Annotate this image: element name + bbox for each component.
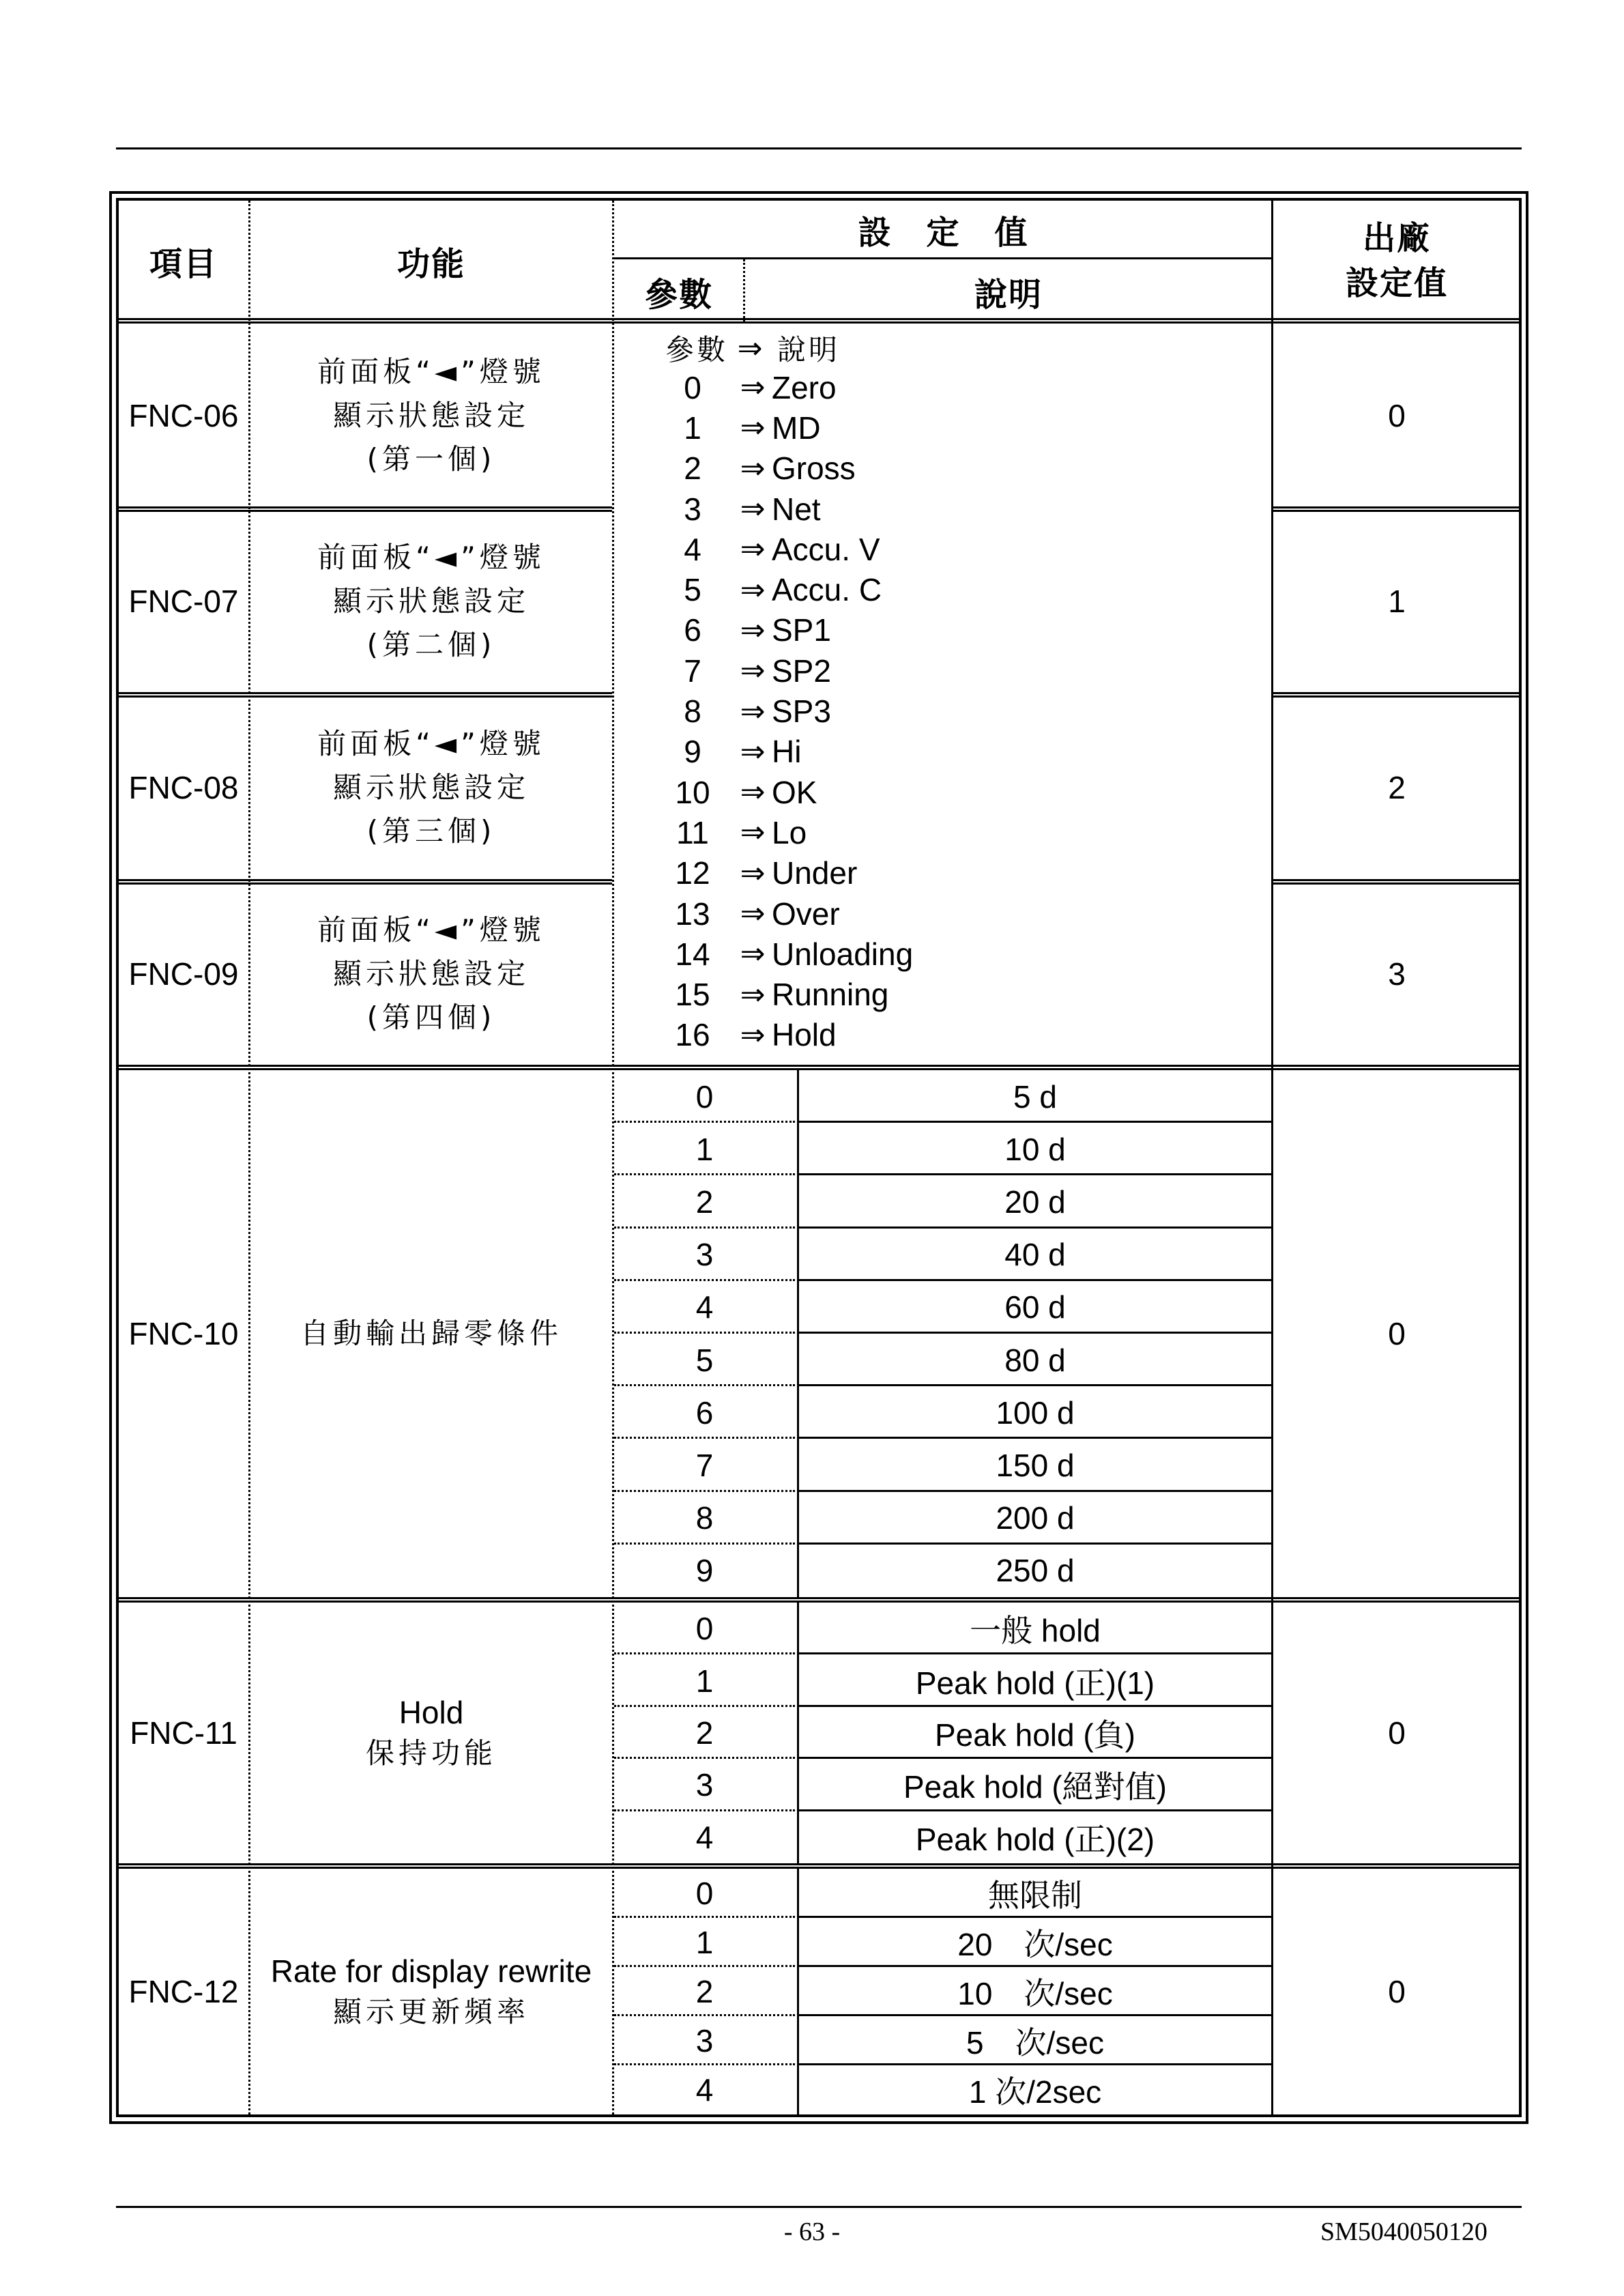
fnc12-function-en: Rate for display rewrite: [270, 1953, 592, 1989]
fnc11-option-param: 1: [695, 1663, 714, 1699]
fnc10-option-desc: 10 d: [1004, 1131, 1066, 1167]
fnc10-option-param: 2: [695, 1183, 714, 1220]
option-desc: Running: [772, 977, 889, 1013]
arrow-icon: ⇒: [740, 450, 766, 486]
fnc11-row-divider: [797, 1757, 1271, 1759]
arrow-icon: ⇒: [740, 612, 766, 648]
arrow-icon: ⇒: [740, 855, 766, 891]
fnc10-row-divider: [797, 1121, 1271, 1123]
fnc10-option-param: 9: [695, 1553, 714, 1589]
header-setting-divider: [613, 257, 1273, 259]
arrow-icon: ⇒: [740, 410, 766, 446]
fnc10-default: 0: [1388, 1316, 1406, 1351]
fnc06-bottom-rule-a: [119, 506, 612, 512]
footer-rule: [116, 2206, 1522, 2208]
option-param: 16: [675, 1017, 710, 1053]
fnc12-code: FNC-12: [128, 1974, 239, 2009]
fnc11-function-en: Hold: [398, 1695, 464, 1730]
list-item: [652, 569, 1266, 609]
header-factory-default: [1275, 201, 1519, 321]
arrow-icon: ⇒: [740, 491, 766, 527]
fnc10-row-divider: [614, 1437, 795, 1439]
fnc12-row-divider: [797, 2014, 1271, 2016]
arrow-icon: ⇒: [740, 572, 766, 607]
fnc10-option-param: 3: [695, 1237, 714, 1273]
list-item: [652, 934, 1266, 974]
fnc07-bottom-rule-b: [1273, 692, 1519, 698]
option-desc: SP3: [772, 693, 831, 730]
fnc11-row-divider: [614, 1757, 795, 1759]
arrow-icon: ⇒: [737, 330, 766, 366]
fnc12-param-divider: [797, 1869, 799, 2114]
fnc11-code: FNC-11: [130, 1715, 237, 1751]
fnc10-option-desc: 150 d: [996, 1447, 1075, 1483]
list-item: [652, 407, 1266, 448]
arrow-icon: ⇒: [740, 532, 766, 567]
list-item: [652, 489, 1266, 529]
fnc10-row-divider: [797, 1437, 1271, 1439]
led-options-list: [652, 329, 1266, 1055]
page-number: - 63 -: [783, 2218, 841, 2246]
header-factory-line1: 出廠: [1362, 219, 1431, 257]
option-param: 10: [675, 774, 710, 810]
fnc07-function-line1: 前面板“◄”燈號: [317, 541, 545, 574]
fnc09-code: FNC-09: [128, 956, 239, 992]
option-param: 14: [675, 936, 710, 972]
fnc11-option-desc: Peak hold (正)(1): [915, 1665, 1155, 1701]
option-param: 5: [684, 572, 701, 608]
fnc10-param-divider: [797, 1070, 799, 1597]
option-desc: Unloading: [772, 936, 914, 972]
list-item: [652, 448, 1266, 489]
list-item: [652, 1015, 1266, 1055]
fnc07-function: [250, 512, 612, 691]
list-item: [652, 650, 1266, 691]
fnc09-function-line3: (第四個): [366, 1001, 496, 1034]
fnc08-bottom-rule-b: [1273, 879, 1519, 885]
fnc06-function-line2: 顯示狀態設定: [332, 399, 530, 432]
option-param: 3: [684, 491, 701, 527]
fnc11-row-divider: [797, 1652, 1271, 1654]
option-param: 9: [684, 734, 701, 770]
fnc11-option-desc: Peak hold (負): [934, 1717, 1135, 1753]
fnc10-function: 自動輸出歸零條件: [300, 1317, 562, 1350]
led-options-header: [652, 329, 1266, 367]
option-desc: SP2: [772, 652, 831, 689]
arrow-icon: ⇒: [740, 815, 766, 850]
arrow-icon: ⇒: [740, 896, 766, 931]
fnc12-option-desc: 5 次/sec: [966, 2025, 1104, 2061]
arrow-icon: ⇒: [740, 734, 766, 769]
document-code: SM5040050120: [1320, 2218, 1488, 2246]
arrow-icon: ⇒: [740, 977, 766, 1012]
fnc12-option-param: 2: [695, 1974, 714, 2009]
fnc10-row-divider: [614, 1279, 795, 1281]
option-desc: Accu. V: [772, 531, 880, 567]
fnc10-row-divider: [614, 1384, 795, 1386]
fnc11-option-param: 4: [695, 1819, 714, 1855]
fnc12-option-param: 1: [695, 1925, 714, 1960]
fnc10-option-param: 6: [695, 1394, 714, 1431]
fnc10-option-desc: 80 d: [1004, 1342, 1066, 1378]
fnc11-option-desc: 一般 hold: [970, 1613, 1101, 1649]
fnc09-function-line2: 顯示狀態設定: [332, 957, 530, 990]
fnc12-option-desc: 無限制: [988, 1878, 1082, 1913]
fnc11-option-param: 3: [695, 1767, 714, 1803]
fnc12-function: [250, 1869, 612, 2114]
fnc10-option-param: 8: [695, 1500, 714, 1536]
fnc12-function-zh: 顯示更新頻率: [332, 1995, 530, 2028]
header-function: 功能: [396, 244, 465, 283]
fnc10-bottom-rule: [119, 1597, 1519, 1603]
option-param: 8: [684, 693, 701, 730]
fnc10-option-param: 1: [695, 1131, 714, 1167]
fnc08-function-line2: 顯示狀態設定: [332, 771, 530, 804]
fnc11-param-divider: [797, 1603, 799, 1863]
fnc11-default: 0: [1388, 1715, 1406, 1751]
fnc08-code: FNC-08: [128, 770, 239, 805]
fnc10-option-param: 7: [695, 1447, 714, 1483]
fnc08-bottom-rule-a: [119, 879, 612, 885]
fnc09-default: 3: [1388, 956, 1406, 992]
fnc12-row-divider: [797, 1916, 1271, 1918]
option-param: 1: [684, 410, 701, 446]
fnc08-function-line1: 前面板“◄”燈號: [317, 727, 545, 760]
fnc10-row-divider: [614, 1121, 795, 1123]
header-rule: [116, 147, 1522, 149]
fnc06-bottom-rule-b: [1273, 506, 1519, 512]
list-item: [652, 853, 1266, 893]
list-item: [652, 529, 1266, 569]
header-setting: 設 定 值: [858, 214, 1029, 252]
fnc07-code: FNC-07: [128, 584, 239, 619]
fnc10-option-desc: 20 d: [1004, 1183, 1066, 1220]
fnc06-function: [250, 324, 612, 508]
fnc06-default: 0: [1388, 398, 1406, 433]
arrow-icon: ⇒: [740, 370, 766, 405]
fnc12-option-param: 3: [695, 2023, 714, 2058]
fnc10-option-desc: 250 d: [996, 1553, 1075, 1589]
option-param: 2: [684, 450, 701, 487]
fnc08-default: 2: [1388, 770, 1406, 805]
fnc10-row-divider: [797, 1542, 1271, 1545]
option-desc: Lo: [772, 814, 807, 850]
fnc11-bottom-rule: [119, 1863, 1519, 1869]
led-options-header-desc: 說明: [777, 333, 841, 367]
list-item: [652, 772, 1266, 812]
fnc08-function: [250, 698, 612, 878]
fnc10-option-desc: 60 d: [1004, 1289, 1066, 1325]
fnc10-row-divider: [797, 1332, 1271, 1334]
fnc10-row-divider: [614, 1490, 795, 1492]
list-item: [652, 367, 1266, 407]
fnc07-default: 1: [1388, 584, 1406, 619]
option-desc: Over: [772, 895, 840, 932]
list-item: [652, 691, 1266, 731]
fnc11-row-divider: [614, 1705, 795, 1707]
arrow-icon: ⇒: [740, 936, 766, 972]
fnc12-option-param: 0: [695, 1876, 714, 1911]
fnc10-option-desc: 100 d: [996, 1394, 1075, 1431]
option-param: 6: [684, 612, 701, 648]
header-bottom-rule: [119, 318, 1519, 324]
option-desc: Gross: [772, 450, 856, 487]
col-line-setting: [1271, 201, 1273, 2114]
option-desc: SP1: [772, 612, 831, 648]
option-desc: OK: [772, 774, 817, 810]
fnc08-function-line3: (第三個): [366, 814, 496, 848]
list-item: [652, 893, 1266, 934]
header-param-divider: [743, 259, 745, 322]
fnc11-row-divider: [797, 1809, 1271, 1811]
option-desc: Under: [772, 855, 858, 891]
fnc11-option-desc: Peak hold (絕對值): [903, 1769, 1167, 1805]
fnc09-function-line1: 前面板“◄”燈號: [317, 913, 545, 947]
header-param: 參數: [644, 275, 713, 314]
option-param: 4: [684, 531, 701, 567]
option-desc: Hi: [772, 734, 802, 770]
fnc10-row-divider: [797, 1226, 1271, 1229]
fnc11-function-zh: 保持功能: [365, 1736, 497, 1770]
fnc11-row-divider: [614, 1652, 795, 1654]
fnc12-default: 0: [1388, 1974, 1406, 2009]
fnc07-bottom-rule-a: [119, 692, 612, 698]
option-desc: Zero: [772, 369, 837, 405]
list-item: [652, 974, 1266, 1014]
fnc10-code: FNC-10: [128, 1316, 239, 1351]
fnc10-row-divider: [797, 1279, 1271, 1281]
option-desc: Hold: [772, 1017, 837, 1053]
fnc10-option-param: 4: [695, 1289, 714, 1325]
fnc10-row-divider: [614, 1226, 795, 1229]
fnc11-option-desc: Peak hold (正)(2): [915, 1821, 1155, 1857]
option-param: 0: [684, 369, 701, 405]
fnc12-row-divider: [614, 1965, 795, 1967]
fnc12-row-divider: [614, 2063, 795, 2065]
fnc12-row-divider: [797, 1965, 1271, 1967]
fnc10-row-divider: [614, 1542, 795, 1545]
fnc12-option-desc: 10 次/sec: [957, 1976, 1113, 2011]
fnc12-option-desc: 20 次/sec: [957, 1927, 1113, 1962]
option-desc: Accu. C: [772, 572, 882, 608]
arrow-icon: ⇒: [740, 653, 766, 689]
fnc11-function: [250, 1603, 612, 1863]
fnc06-function-line1: 前面板“◄”燈號: [317, 355, 545, 388]
option-param: 11: [676, 814, 709, 850]
fnc11-option-param: 2: [695, 1714, 714, 1751]
fnc10-row-divider: [614, 1332, 795, 1334]
list-item: [652, 732, 1266, 772]
fnc11-row-divider: [797, 1705, 1271, 1707]
arrow-icon: ⇒: [740, 1017, 766, 1052]
fnc09-bottom-rule: [119, 1065, 1519, 1070]
header-factory-line2: 設定值: [1345, 264, 1448, 302]
fnc10-option-param: 0: [695, 1078, 714, 1115]
fnc10-row-divider: [797, 1384, 1271, 1386]
fnc10-row-divider: [797, 1490, 1271, 1492]
fnc12-row-divider: [797, 2063, 1271, 2065]
option-param: 7: [684, 652, 701, 689]
fnc11-option-param: 0: [695, 1611, 714, 1647]
list-item: [652, 610, 1266, 650]
fnc07-function-line3: (第二個): [366, 628, 496, 661]
fnc12-option-desc: 1 次/2sec: [968, 2074, 1102, 2110]
fnc12-row-divider: [614, 2014, 795, 2016]
fnc10-option-desc: 200 d: [996, 1500, 1075, 1536]
fnc06-function-line3: (第一個): [366, 442, 496, 476]
arrow-icon: ⇒: [740, 693, 766, 729]
fnc07-function-line2: 顯示狀態設定: [332, 584, 530, 618]
fnc11-row-divider: [614, 1809, 795, 1811]
list-item: [652, 812, 1266, 852]
fnc12-option-param: 4: [695, 2072, 714, 2108]
fnc10-option-desc: 5 d: [1013, 1078, 1057, 1115]
fnc10-option-desc: 40 d: [1004, 1237, 1066, 1273]
fnc12-row-divider: [614, 1916, 795, 1918]
fnc09-function: [250, 885, 612, 1063]
option-param: 12: [675, 855, 710, 891]
fnc06-code: FNC-06: [128, 398, 239, 433]
arrow-icon: ⇒: [740, 775, 766, 810]
led-options-header-param: 參數: [665, 333, 729, 367]
fnc10-row-divider: [614, 1173, 795, 1175]
option-param: 13: [675, 895, 710, 932]
header-item: 項目: [149, 244, 218, 283]
fnc10-option-param: 5: [695, 1342, 714, 1378]
fnc10-row-divider: [797, 1173, 1271, 1175]
option-desc: Net: [772, 491, 821, 527]
header-desc: 說明: [974, 275, 1043, 314]
option-desc: MD: [772, 410, 821, 446]
option-param: 15: [675, 977, 710, 1013]
